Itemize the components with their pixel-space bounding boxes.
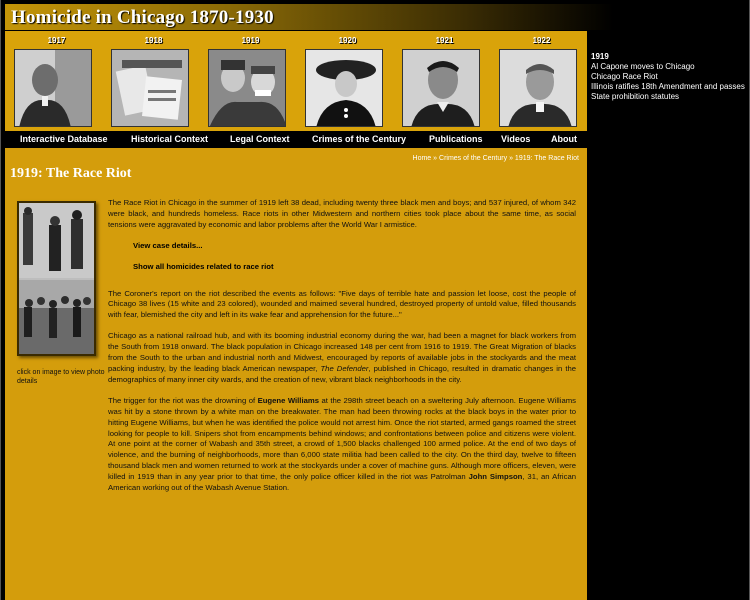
site-title[interactable]: Homicide in Chicago 1870-1930 [11,7,274,28]
victim-name: Eugene Williams [257,395,319,405]
coroner-paragraph: The Coroner's report on the riot described the events as follows: "Five days of terrible hate and passion let loose, cost the people of Chicago 38 lives (15 white and 23 colored), wounded and maimed several hundred, destroyed property of untold value, filled thousands with fear, blemished the city and left in its wake fear and apprehension for the future..." [108,288,576,320]
year-label[interactable]: 1919 [241,36,260,45]
riot-photo[interactable] [17,201,96,356]
sidebar-year: 1919 [591,52,609,61]
article-body [108,198,576,504]
header-bar [5,4,747,30]
year-tile-1922[interactable] [493,31,590,131]
year-events-sidebar [591,52,750,102]
breadcrumb-home[interactable]: Home [412,155,432,162]
nav-videos[interactable]: Videos [501,134,531,144]
year-label[interactable]: 1920 [338,36,357,45]
portrait-photo-icon[interactable] [208,49,286,127]
year-tile-1918[interactable] [105,31,202,131]
photo-caption: click on image to view photo details [17,369,105,385]
nav-publications[interactable]: Publications [429,134,483,144]
migration-text: , published in Chicago, resulted in dramatic changes in the demographics of many inner city wards, and the creation of new, vibrant black neighborhoods in the city. [108,363,577,384]
trigger-text: at the 298th street beach on a sweltering July afternoon. Eugene Williams was hit by a stone thrown by a white man on the breakwater. The man had been throwing rocks at the black boys in the water prior to hitting Eugene Williams, but when he was identified the police would not arrest him. Once the riot started, armed gangs roamed the street looking for people to kill. Snipers shot from encampments behind windows; and confrontations between police and citizens were violent. At one point at the corner of Wabash and 35th street, a crowd of 1,500 blacks challenged 100 armed police. At the end of two days of violence, and the burning of neighborhoods, more than 6,000 state militia had been called to the city. On the third day, twelve to fifteen thousand black men and women returned to work at the stockyards under a cover of machine guns. Although more officers, eleven, were killed in 1919 than in any year prior to that time, the only police officer killed in the riot was Patrolman [108,395,576,482]
year-label[interactable]: 1922 [532,36,551,45]
breadcrumb-section[interactable]: Crimes of the Century [439,155,508,162]
year-tile-1921[interactable] [396,31,493,131]
trigger-paragraph [108,396,576,494]
view-case-details-link[interactable]: View case details... [133,240,203,250]
breadcrumb [413,155,579,162]
nav-historical-context[interactable]: Historical Context [131,134,209,144]
migration-text: Chicago as a national railroad hub, and with its booming industrial economy during the war, had been a magnet for black workers from the South from 1918 onward. The black population in Chicago increased 148 per cent from 1916 to 1919. The Great Migration of blacks from the South to the urban and industrial north and Midwest, encouraged by reports of available jobs in the stockyards and the meat packing industry, by the leading black American newspaper, [108,331,576,373]
newspaper-photo-icon[interactable] [111,49,189,127]
main-content [5,148,587,600]
trigger-text: The trigger for the riot was the drowning of [108,395,256,405]
migration-paragraph [108,331,576,386]
year-tile-1920[interactable] [299,31,396,131]
breadcrumb-separator: » [433,155,438,162]
portrait-photo-icon[interactable] [305,49,383,127]
main-nav [5,131,587,148]
page-title: 1919: The Race Riot [10,166,132,181]
nav-about[interactable]: About [551,134,577,144]
nav-legal-context[interactable]: Legal Context [230,134,290,144]
sidebar-event: Chicago Race Riot [591,72,658,81]
breadcrumb-separator: » [509,155,513,162]
portrait-photo-icon[interactable] [499,49,577,127]
nav-crimes-of-the-century[interactable]: Crimes of the Century [312,134,407,144]
trigger-text: , 31, an African American working out of the Wabash Avenue Station. [108,472,576,493]
sidebar-event: Illinois ratifies 18th Amendment and passes State prohibition statutes [591,82,745,101]
year-label[interactable]: 1917 [47,36,66,45]
officer-name: John Simpson [468,472,523,482]
year-label[interactable]: 1918 [144,36,163,45]
year-label[interactable]: 1921 [435,36,454,45]
year-tile-1917[interactable] [8,31,105,131]
nav-interactive-database[interactable]: Interactive Database [20,134,108,144]
portrait-photo-icon[interactable] [14,49,92,127]
intro-paragraph: The Race Riot in Chicago in the summer of 1919 left 38 dead, including twenty three black men and boys; and 537 injured, of whom 342 were black, and hundreds homeless. Race riots in other Midwestern and northern cities took place about the same time, as social tensions were aggravated by economic and labor problems after the World War I armistice. [108,198,576,229]
breadcrumb-current[interactable]: 1919: The Race Riot [514,155,579,162]
year-strip [5,31,587,131]
show-related-homicides-link[interactable]: Show all homicides related to race riot [133,261,274,271]
newspaper-name: The Defender [320,363,369,373]
sidebar-event: Al Capone moves to Chicago [591,62,695,71]
portrait-photo-icon[interactable] [402,49,480,127]
year-tile-1919[interactable] [202,31,299,131]
